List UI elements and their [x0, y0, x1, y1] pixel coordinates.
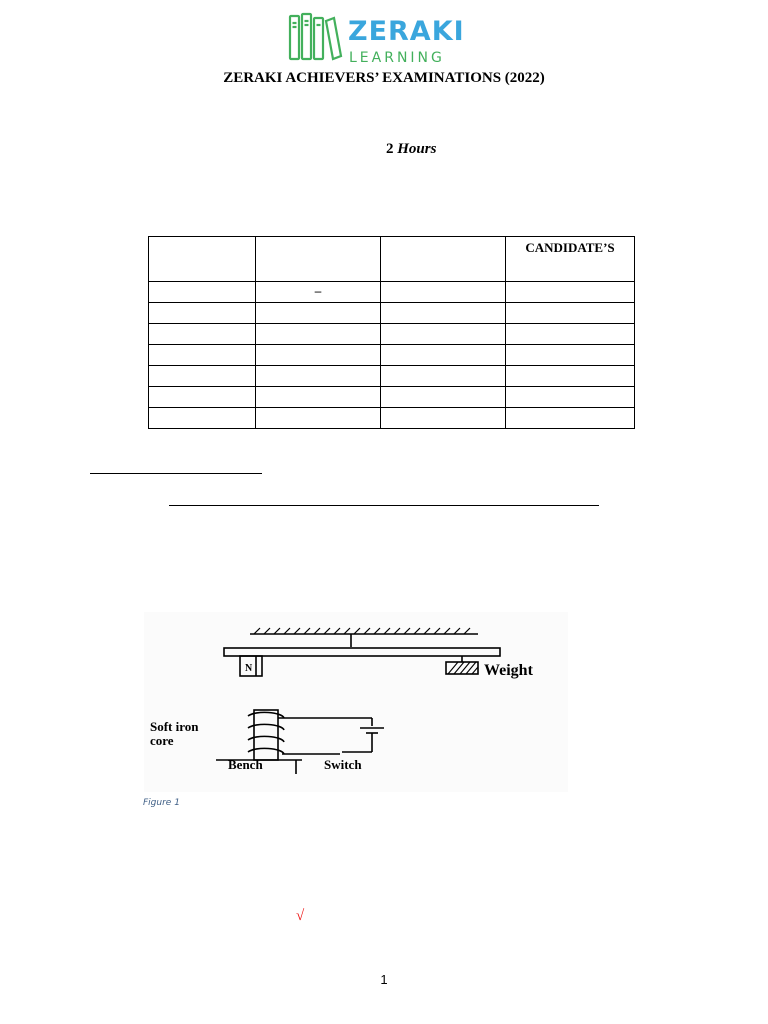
table-cell: –	[256, 282, 381, 303]
underline-rule-long	[169, 505, 599, 506]
soft-iron-label: Soft iron	[150, 719, 199, 734]
table-cell	[256, 408, 381, 429]
figure-caption: Figure 1	[143, 798, 180, 808]
table-row	[149, 345, 635, 366]
header-cell-candidates: CANDIDATE’S	[506, 237, 635, 282]
table-cell	[256, 387, 381, 408]
page-number: 1	[380, 972, 388, 987]
table-cell	[149, 303, 256, 324]
header-cell	[256, 237, 381, 282]
table-row	[149, 303, 635, 324]
weight-label: Weight	[484, 662, 533, 679]
switch-label: Switch	[324, 757, 362, 772]
duration-unit: Hours	[397, 141, 437, 157]
header-cell	[381, 237, 506, 282]
ceiling-hatching	[254, 628, 470, 634]
books-logo-icon	[288, 12, 344, 62]
duration-number: 2	[386, 141, 394, 157]
table-cell	[256, 366, 381, 387]
table-cell	[506, 366, 635, 387]
table-cell	[381, 303, 506, 324]
table-cell	[381, 408, 506, 429]
core-label: core	[150, 733, 174, 748]
table-cell	[149, 345, 256, 366]
table-cell	[256, 324, 381, 345]
table-row	[149, 387, 635, 408]
table-cell	[381, 282, 506, 303]
table-cell	[506, 345, 635, 366]
exam-duration	[386, 141, 436, 158]
header-cell	[149, 237, 256, 282]
exam-title: ZERAKI ACHIEVERS’ EXAMINATIONS (2022)	[223, 70, 545, 86]
table-cell	[256, 303, 381, 324]
table-cell	[506, 408, 635, 429]
table-cell	[381, 324, 506, 345]
table-cell	[506, 324, 635, 345]
figure-diagram	[144, 612, 568, 792]
zeraki-logo	[288, 12, 468, 64]
table-cell	[149, 387, 256, 408]
table-cell	[506, 303, 635, 324]
bench-label: Bench	[228, 757, 263, 772]
underline-rule	[90, 473, 262, 474]
soft-iron-core	[254, 710, 278, 760]
table-row	[149, 366, 635, 387]
table-row	[149, 408, 635, 429]
table-cell	[506, 387, 635, 408]
table-cell	[149, 366, 256, 387]
table-cell	[149, 408, 256, 429]
tick-mark: √	[296, 908, 305, 924]
balance-beam	[224, 648, 500, 656]
table-cell	[381, 387, 506, 408]
score-table	[148, 236, 635, 429]
table-cell	[381, 345, 506, 366]
weight-hatching	[448, 662, 478, 674]
table-cell	[506, 282, 635, 303]
score-table-header	[149, 237, 635, 282]
table-cell	[149, 324, 256, 345]
table-row	[149, 282, 635, 303]
table-cell	[149, 282, 256, 303]
magnet-pole-label: N	[245, 663, 253, 674]
table-row	[149, 324, 635, 345]
logo-brand-text: ZERAKI	[348, 16, 465, 47]
table-cell	[256, 345, 381, 366]
table-cell	[381, 366, 506, 387]
logo-sub-text: LEARNING	[349, 50, 445, 66]
